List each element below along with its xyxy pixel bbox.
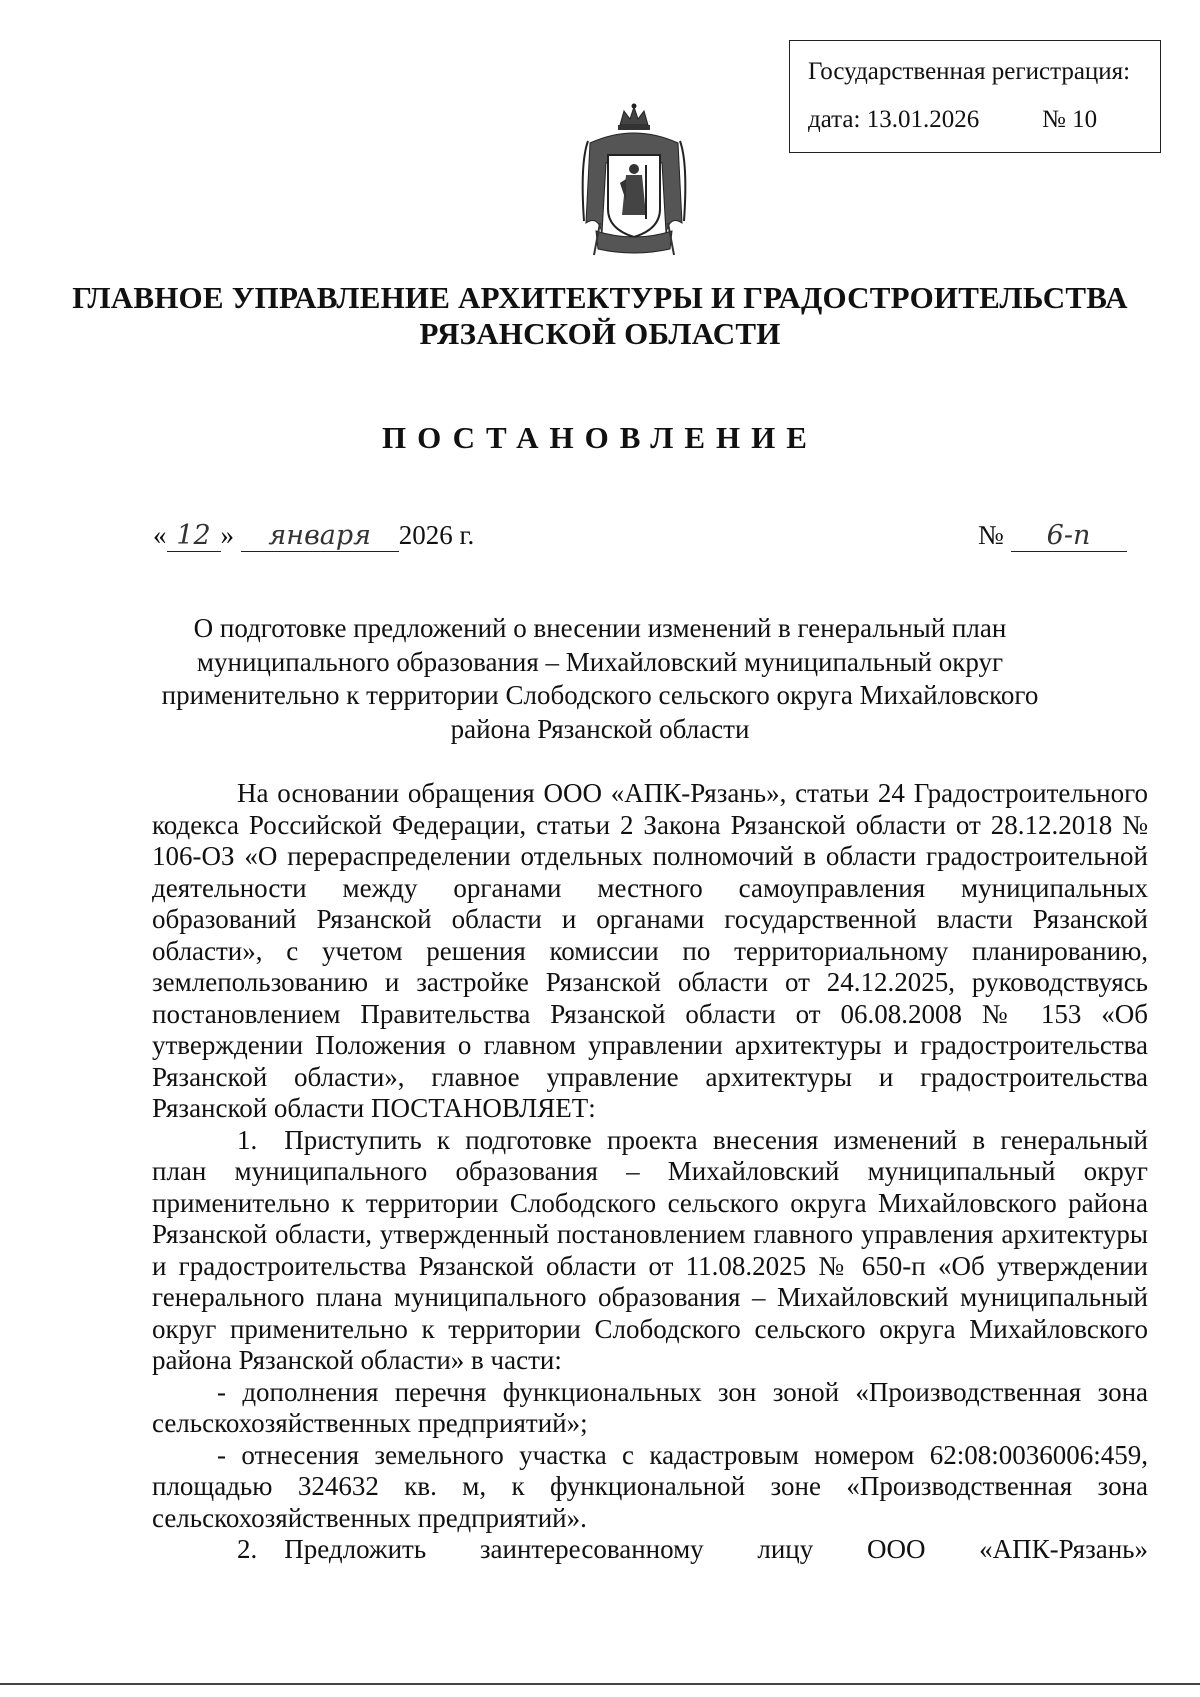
registration-stamp	[789, 40, 1161, 153]
organization-name-line1: ГЛАВНОЕ УПРАВЛЕНИЕ АРХИТЕКТУРЫ И ГРАДОСТРОИТЕЛЬСТВА	[72, 280, 1128, 315]
item-1-paragraph: 1. Приступить к подготовке проекта внесения изменений в генеральный план муниципального образования – Михайловский муниципальный округ применительно к территории Слободского сельского округа Михайловского района Рязанской области, утвержденный постановлением главного управления архитектуры и градостроительства Рязанской области от 11.08.2025 № 650-п «Об утверждении генерального плана муниципального образования – Михайловский муниципальный округ применительно к территории Слободского сельского округа Михайловского района Рязанской области» в части:	[152, 1124, 1148, 1375]
item-2-paragraph: 2. Предложить заинтересованному лицу ООО «АПК-Рязань»	[237, 1534, 1148, 1564]
date-close-quote: »	[220, 520, 234, 550]
preamble-paragraph: На основании обращения ООО «АПК-Рязань», статьи 24 Градостроительного кодекса Российской Федерации, статьи 2 Закона Рязанской области от 28.12.2018 № 106-ОЗ «О перераспределении отдельных полномочий в области градостроительной деятельности между органами местного самоуправления муниципальных образований Рязанской области и органами государственной власти Рязанской области», с учетом решения комиссии по территориальному планированию, землепользованию и застройке Рязанской области от 24.12.2025, руководствуясь постановлением Правительства Рязанской области от 06.08.2008 № 153 «Об утверждении Положения о главном управлении архитектуры и градостроительства Рязанской области», главное управление архитектуры и градостроительства Рязанской области ПОСТАНОВЛЯЕТ:	[152, 778, 1148, 1123]
date-year: 2026 г.	[398, 520, 475, 550]
item-1-dash-1: - дополнения перечня функциональных зон зоной «Производственная зона сельскохозяйственных предприятий»;	[152, 1376, 1148, 1438]
date-month: января	[268, 520, 372, 551]
coat-of-arms-icon	[570, 103, 698, 263]
document-subject: О подготовке предложений о внесении изменений в генеральный план муниципального образования – Михайловский муниципальный округ применительно к территории Слободского сельского округа Михайловского района Рязанской области	[161, 613, 1039, 744]
date-day: 12	[176, 520, 211, 551]
registration-title: Государственная регистрация:	[808, 58, 1131, 85]
date-open-quote: «	[153, 520, 167, 550]
document-body	[152, 778, 1148, 1566]
registration-date: дата: 13.01.2026	[808, 106, 980, 133]
organization-name-line2: РЯЗАНСКОЙ ОБЛАСТИ	[419, 316, 781, 351]
document-date	[153, 520, 474, 552]
document-type-title: ПОСТАНОВЛЕНИЕ	[382, 420, 818, 455]
document-number-value: 6-п	[1046, 520, 1091, 551]
document-number	[978, 520, 1127, 552]
registration-number: № 10	[1042, 106, 1098, 133]
page-bottom-edge	[0, 1683, 1200, 1685]
document-number-label: №	[978, 520, 1004, 550]
item-1-dash-2: - отнесения земельного участка с кадастровым номером 62:08:0036006:459, площадью 324632 кв. м, к функциональной зоне «Производственная зона сельскохозяйственных предприятий».	[152, 1439, 1148, 1533]
